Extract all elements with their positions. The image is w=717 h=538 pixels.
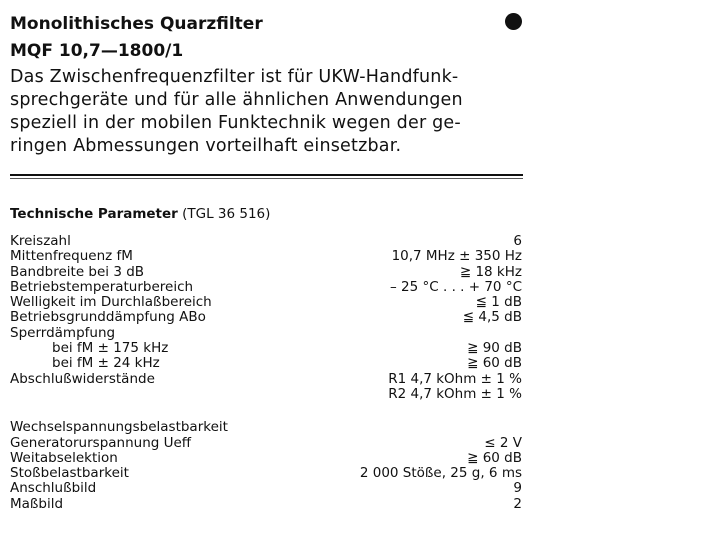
param-row [10,387,522,402]
intro-line: sprechgeräte und für alle ähnlichen Anwendungen [10,90,463,110]
param-row [10,497,522,512]
param-row [10,451,522,466]
divider-rule-thin [10,178,523,179]
param-label: Welligkeit im Durchlaßbereich [10,294,212,311]
param-row [10,310,522,325]
param-label: Kreiszahl [10,233,71,249]
param-label: Stoßbelastbarkeit [10,465,129,482]
param-label: Wechselspannungsbelastbarkeit [10,419,228,436]
param-label: Sperrdämpfung [10,324,116,341]
intro-line: Das Zwischenfrequenzfilter ist für UKW-Handfunk- [10,67,459,87]
param-value: 9 [513,480,522,497]
product-title: Monolithisches Quarzfilter [10,14,263,34]
param-value: 2 [513,495,522,512]
section-title: Technische Parameter [10,206,178,222]
section-heading [10,206,270,222]
param-value: R2 4,7 kOhm ± 1 % [388,385,522,402]
param-label: Bandbreite bei 3 dB [10,263,145,280]
param-value: ≧ 60 dB [467,449,522,466]
product-model: MQF 10,7—1800/1 [10,41,184,61]
param-value: ≦ 1 dB [475,294,522,311]
param-spacer [10,402,522,420]
param-label: Maßbild [10,495,64,512]
param-label: Betriebsgrunddämpfung ABo [10,309,206,326]
param-row [10,249,522,264]
param-row [10,234,522,249]
param-label: Generatorurspannung Ueff [10,434,192,451]
param-label: bei fM ± 24 kHz [52,355,160,372]
param-row [10,280,522,295]
param-row [10,356,522,371]
param-value: ≧ 60 dB [467,355,522,372]
param-label: Mittenfrequenz fM [10,248,133,265]
param-value: – 25 °C . . . + 70 °C [390,278,522,295]
param-row [10,326,522,341]
section-standard: (TGL 36 516) [182,206,271,222]
param-row [10,295,522,310]
intro-line: speziell in der mobilen Funktechnik wegen der ge- [10,113,461,133]
param-label: Abschlußwiderstände [10,370,155,387]
param-value: 10,7 MHz ± 350 Hz [391,248,522,265]
param-value: ≧ 90 dB [467,340,522,357]
param-value: 6 [513,233,522,249]
param-row [10,420,522,435]
param-value: R1 4,7 kOhm ± 1 % [388,370,522,387]
param-label: Betriebstemperaturbereich [10,278,194,295]
param-value: ≤ 2 V [484,434,522,451]
param-label: Anschlußbild [10,480,97,497]
param-row [10,265,522,280]
param-row [10,481,522,496]
intro-paragraph [10,66,525,158]
param-row [10,341,522,356]
param-row [10,466,522,481]
param-value: 2 000 Stöße, 25 g, 6 ms [359,465,522,482]
param-row [10,436,522,451]
param-value: ≦ 4,5 dB [462,309,522,326]
parameter-table [10,234,522,512]
param-row [10,372,522,387]
divider-rule [10,174,523,176]
param-value: ≧ 18 kHz [459,263,522,280]
param-label: bei fM ± 175 kHz [52,340,169,357]
intro-line: ringen Abmessungen vorteilhaft einsetzbar. [10,136,402,156]
bullet-dot-icon [505,13,522,30]
param-label: Weitabselektion [10,449,118,466]
